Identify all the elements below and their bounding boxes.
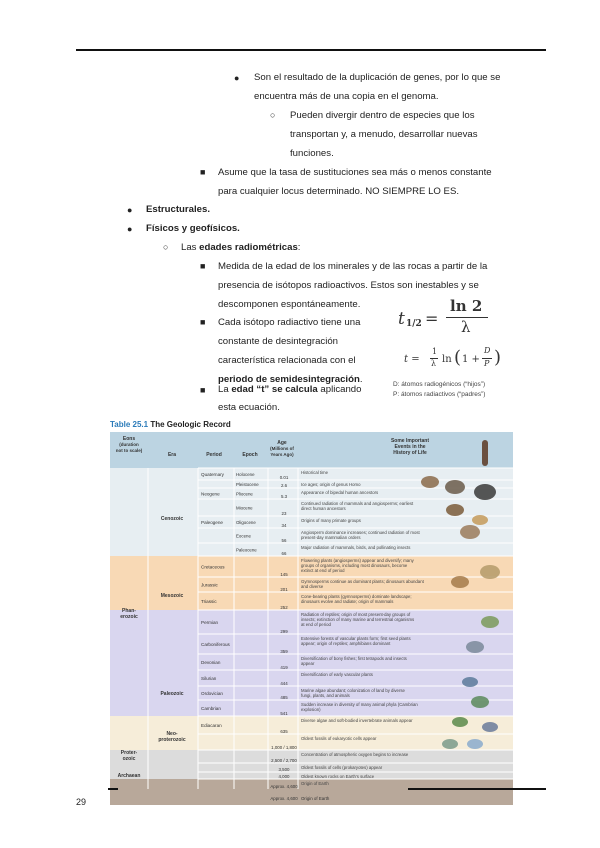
header-events: History of Life bbox=[393, 450, 427, 456]
epoch-cell: Pliocene bbox=[236, 491, 253, 497]
era-label: proterozoic bbox=[158, 737, 186, 743]
period-cell: Ediacaran bbox=[201, 723, 222, 728]
age-cell: 485 bbox=[280, 695, 288, 700]
event-cell: Oldest fossils of cells (prokaryotes) appear bbox=[301, 765, 383, 770]
figure-title bbox=[110, 420, 231, 429]
bullet-disc: ● bbox=[127, 224, 133, 234]
paren-open: ( bbox=[454, 347, 462, 368]
period-cell: Triassic bbox=[201, 599, 217, 604]
organism-icon bbox=[466, 641, 484, 653]
text-line: encuentra más de una copia en el genoma. bbox=[254, 91, 439, 102]
event-cell: Major radiation of mammals, birds, and pollinating insects bbox=[301, 545, 411, 550]
era-label: Neo- bbox=[166, 731, 178, 737]
age-cell: Approx. 4,600 bbox=[270, 784, 298, 789]
bullet-circle: ○ bbox=[270, 110, 276, 120]
text-line: Cada isótopo radiactivo tiene una bbox=[218, 317, 361, 328]
bold-term: periodo de semidesintegración bbox=[218, 374, 360, 385]
epoch-cell: Oligocene bbox=[236, 520, 256, 525]
eon-label: Phan- bbox=[122, 608, 136, 614]
formula-equals: = bbox=[425, 309, 439, 328]
event-cell: Oldest fossils of eukaryotic cells appear bbox=[301, 736, 377, 741]
organism-icon bbox=[481, 616, 499, 628]
text-line: funciones. bbox=[290, 148, 334, 159]
event-cell: Flowering plants (angiosperms) appear and diversify; many groups of organisms, including most dinosaurs, become extinct at end of period bbox=[301, 558, 414, 573]
geologic-record-figure bbox=[110, 420, 513, 805]
age-cell: 4,000 bbox=[278, 774, 290, 779]
formula-D: D bbox=[484, 346, 491, 355]
age-cell: 444 bbox=[280, 681, 288, 686]
age-cell: 2,500 / 2,700 bbox=[271, 758, 297, 763]
bullet-circle: ○ bbox=[163, 242, 169, 252]
text-span: . bbox=[359, 374, 363, 385]
eon-label: erozoic bbox=[120, 614, 138, 620]
event-cell: Angiosperm dominance increases; continued radiation of most present-day mammalian orders bbox=[301, 530, 420, 540]
organism-icon bbox=[480, 565, 500, 579]
header-age: Years Ago) bbox=[270, 452, 294, 457]
human-figure-icon bbox=[482, 440, 488, 466]
age-cell: Approx. 4,600 bbox=[270, 796, 298, 801]
table-label: Table 25.1 bbox=[110, 420, 149, 429]
event-cell: Oldest known rocks on Earth's surface bbox=[301, 774, 375, 779]
age-cell: 145 bbox=[280, 572, 288, 577]
eon-label: Proter- bbox=[120, 750, 138, 756]
event-cell: Origins of many primate groups bbox=[301, 518, 361, 523]
epoch-cell: Pleistocene bbox=[236, 482, 259, 487]
text-line bbox=[218, 380, 361, 399]
epoch-cell: Holocene bbox=[236, 472, 255, 477]
formula-age-num: 1 bbox=[432, 347, 438, 356]
age-cell: 1,000 / 1,800 bbox=[271, 745, 297, 750]
event-cell: Extensive forests of vascular plants form; first seed plants appear; origin of reptiles; amphibians dominant bbox=[301, 636, 411, 646]
organism-icon bbox=[471, 696, 489, 708]
event-cell: Origin of Earth bbox=[301, 796, 330, 801]
text-line: transportan y, a menudo, desarrollar nuevas bbox=[290, 129, 478, 140]
organism-icon bbox=[472, 515, 488, 525]
legend-D: D: átomos radiogénicos (“hijos”) bbox=[393, 381, 486, 388]
header-age: Age bbox=[277, 440, 287, 446]
bold-term: edades radiométricas bbox=[199, 242, 298, 253]
organism-icon bbox=[446, 504, 464, 516]
text-line: característica relacionada con el bbox=[218, 355, 356, 366]
text-line bbox=[181, 238, 300, 257]
formula-age-den: λ bbox=[431, 359, 437, 368]
period-cell: Permian bbox=[201, 620, 219, 625]
era-label: Cenozoic bbox=[160, 516, 184, 522]
period-cell: Cretaceous bbox=[201, 564, 225, 570]
organism-icon bbox=[462, 677, 478, 687]
event-cell: Sudden increase in diversity of many animal phyla (Cambrian explosion) bbox=[301, 702, 418, 712]
event-cell: Cone-bearing plants (gymnosperms) dominate landscape; dinosaurs evolve and radiate; origin of mammals bbox=[301, 594, 412, 604]
header-period: Period bbox=[206, 452, 222, 458]
age-formula bbox=[404, 345, 514, 375]
epoch-cell: Paleocene bbox=[236, 547, 257, 553]
age-cell: 5.3 bbox=[280, 494, 288, 499]
formula-one-plus: 1 + bbox=[462, 354, 480, 365]
formula-numerator: ln 2 bbox=[450, 297, 483, 315]
formula-ln: ln bbox=[442, 354, 452, 365]
bottom-rule-right bbox=[408, 788, 546, 790]
text-line: Asume que la tasa de sustituciones sea más o menos constante bbox=[218, 167, 492, 178]
text-line: descomponen espontáneamente. bbox=[218, 299, 361, 310]
epoch-cell: Eocene bbox=[236, 533, 251, 539]
formula-age-lhs: t = bbox=[404, 354, 420, 365]
period-cell: Jurassic bbox=[201, 582, 218, 588]
event-cell: Concentration of atmospheric oxygen begins to increase bbox=[301, 752, 409, 757]
bullet-disc: ● bbox=[127, 205, 133, 215]
text-span: : bbox=[297, 242, 301, 253]
bottom-rule-left bbox=[108, 788, 118, 790]
event-cell: Marine algae abundant; colonization of land by diverse fungi, plants, and animals bbox=[301, 688, 405, 698]
header-age: (Millions of bbox=[270, 446, 294, 451]
table-title: The Geologic Record bbox=[150, 420, 231, 429]
header-epoch: Epoch bbox=[242, 452, 258, 458]
half-life-formula bbox=[398, 297, 508, 337]
text-span: aplicando bbox=[317, 384, 362, 395]
event-cell: Radiation of reptiles; origin of most present-day groups of insects; extinction of many marine and terrestrial organisms at end of period bbox=[301, 612, 415, 627]
header-eons: (duration bbox=[119, 442, 139, 447]
age-cell: 635 bbox=[280, 729, 288, 734]
event-cell: Appearance of bipedal human ancestors bbox=[301, 490, 379, 495]
formula-denominator: λ bbox=[461, 318, 471, 336]
event-cell: Diversification of early vascular plants bbox=[301, 672, 373, 677]
age-cell: 3,500 bbox=[278, 767, 290, 772]
period-cell: Carboniferous bbox=[201, 642, 230, 647]
top-rule bbox=[76, 49, 546, 51]
period-cell: Paleogene bbox=[201, 520, 223, 525]
text-line bbox=[146, 200, 210, 219]
age-cell: 66 bbox=[281, 551, 287, 556]
bold-term: edad “t” se calcula bbox=[231, 384, 318, 395]
bullet-square: ■ bbox=[200, 317, 206, 327]
age-cell: 541 bbox=[280, 711, 288, 716]
text-line: presencia de isótopos radioactivos. Estos son inestables y se bbox=[218, 280, 479, 291]
age-cell: 299 bbox=[280, 629, 288, 634]
age-cell: 201 bbox=[280, 587, 288, 592]
header-era: Era bbox=[167, 452, 177, 458]
organism-icon bbox=[467, 739, 483, 749]
organism-icon bbox=[451, 576, 469, 588]
bullet-disc: ● bbox=[234, 73, 240, 83]
period-cell: Devonian bbox=[201, 660, 221, 665]
event-cell: Historical time bbox=[301, 470, 328, 475]
header-row bbox=[110, 432, 513, 468]
text-line: constante de desintegración bbox=[218, 336, 339, 347]
organism-icon bbox=[482, 722, 498, 732]
text-span: Las bbox=[181, 242, 200, 253]
bullet-square: ■ bbox=[200, 167, 206, 177]
organism-icon bbox=[442, 739, 458, 749]
bold-heading: Estructurales. bbox=[146, 204, 210, 215]
geologic-table bbox=[110, 432, 513, 805]
page-number: 29 bbox=[76, 797, 87, 807]
age-cell: 252 bbox=[280, 605, 288, 610]
header-events: Some Important bbox=[390, 438, 430, 444]
bold-heading: Físicos y geofísicos. bbox=[146, 223, 240, 234]
age-cell: 56 bbox=[281, 538, 287, 543]
organism-icon bbox=[452, 717, 468, 727]
paren-close: ) bbox=[494, 347, 502, 368]
bullet-square: ■ bbox=[200, 261, 206, 271]
age-cell: 0.01 bbox=[279, 475, 289, 480]
text-line: esta ecuación. bbox=[218, 402, 280, 413]
period-cell: Silurian bbox=[201, 676, 217, 681]
event-cell: Diversification of bony fishes; first tetrapods and insects appear bbox=[301, 656, 407, 666]
period-cell: Quaternary bbox=[201, 472, 224, 477]
text-line: Pueden divergir dentro de especies que los bbox=[290, 110, 475, 121]
age-cell: 34 bbox=[281, 523, 287, 528]
header-eons: Eons bbox=[122, 436, 136, 442]
eon-label: Archaean bbox=[117, 773, 141, 779]
bullet-square: ■ bbox=[200, 385, 206, 395]
formula-t: t bbox=[398, 309, 405, 329]
event-cell: Diverse algae and soft-bodied invertebrate animals appear bbox=[301, 718, 413, 723]
text-line bbox=[146, 219, 240, 238]
period-cell: Neogene bbox=[201, 491, 220, 497]
event-cell: Gymnosperms continue as dominant plants; dinosaurs abundant and diverse bbox=[301, 579, 424, 589]
epoch-cell: Miocene bbox=[236, 505, 253, 511]
organism-icon bbox=[474, 484, 496, 500]
event-cell: Ice ages; origin of genus Homo bbox=[301, 482, 361, 487]
age-cell: 419 bbox=[280, 665, 288, 670]
organism-icon bbox=[421, 476, 439, 488]
formula-subscript: 1/2 bbox=[406, 319, 422, 329]
text-line: Son el resultado de la duplicación de genes, por lo que se bbox=[254, 72, 501, 83]
era-label: Paleozoic bbox=[160, 691, 184, 697]
text-line: Medida de la edad de los minerales y de las rocas a partir de la bbox=[218, 261, 488, 272]
organism-icon bbox=[460, 525, 480, 539]
event-cell: Continued radiation of mammals and angiosperms; earliest direct human ancestors bbox=[301, 501, 414, 511]
era-label: Mesozoic bbox=[160, 593, 184, 599]
header-events: Events in the bbox=[394, 444, 426, 450]
header-eons: not to scale) bbox=[115, 448, 143, 453]
text-span: La bbox=[218, 384, 232, 395]
age-cell: 23 bbox=[281, 511, 287, 516]
age-cell: 2.6 bbox=[280, 483, 288, 488]
period-cell: Ordovician bbox=[201, 691, 223, 696]
event-cell: Origin of Earth bbox=[301, 781, 329, 786]
formula-P: P bbox=[484, 359, 490, 368]
eon-label: ozoic bbox=[122, 756, 136, 762]
organism-icon bbox=[445, 480, 465, 494]
period-cell: Cambrian bbox=[201, 706, 221, 711]
age-cell: 359 bbox=[280, 649, 288, 654]
text-line: para cualquier locus determinado. NO SIEMPRE LO ES. bbox=[218, 186, 460, 197]
legend-P: P: átomos radiactivos (“padres”) bbox=[393, 391, 486, 398]
